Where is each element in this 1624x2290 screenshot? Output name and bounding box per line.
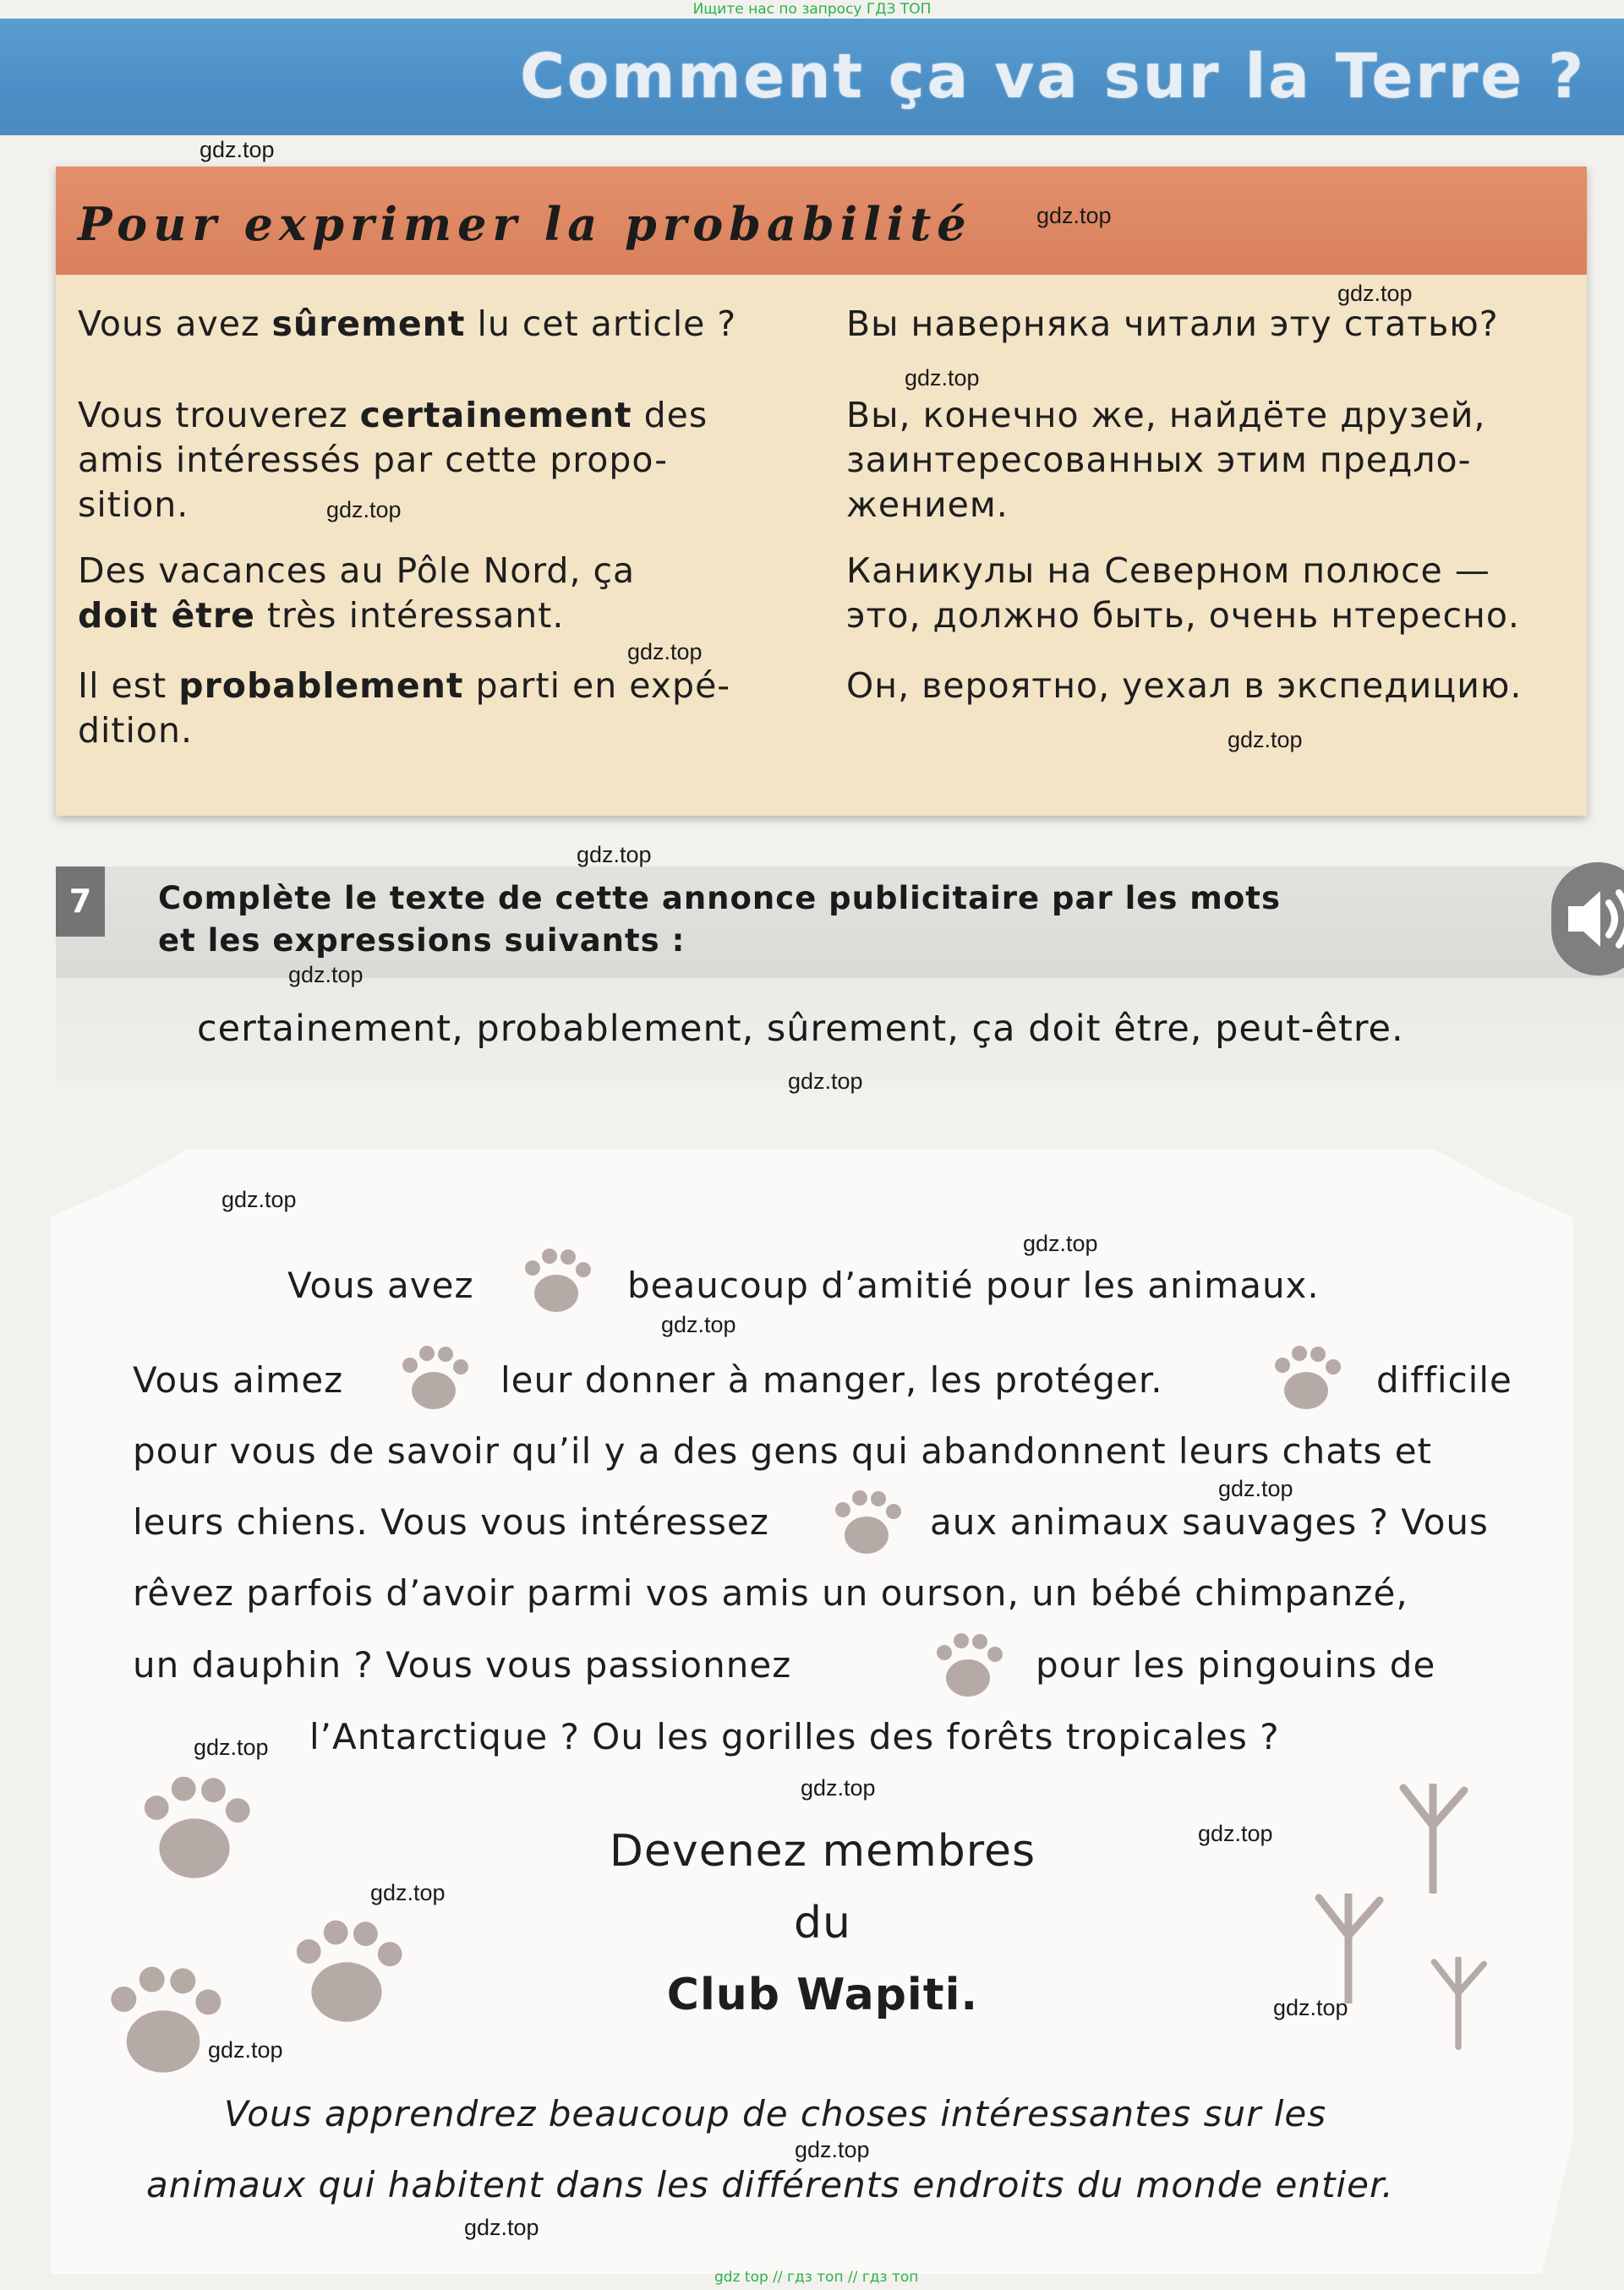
paw-print-icon	[387, 1340, 480, 1416]
watermark: gdz.top	[200, 137, 275, 162]
watermark: gdz.top	[577, 842, 652, 867]
page-header-title: Comment ça va sur la Terre ?	[520, 41, 1586, 112]
watermark: gdz.top	[1337, 281, 1413, 306]
watermark: gdz.top	[1228, 727, 1303, 752]
probability-box-title: Pour exprimer la probabilité	[78, 197, 972, 251]
ad-line-2a: Vous aimez	[133, 1359, 344, 1401]
fr-sentence-2: Vous trouverez certainement des amis intéressés par cette propo- sition.	[78, 395, 708, 525]
watermark: gdz.top	[1273, 1995, 1348, 2020]
probability-box	[56, 167, 1587, 816]
watermark: gdz.top	[288, 962, 364, 987]
ru-sentence-1: Вы наверняка читали эту статью?	[846, 303, 1499, 344]
watermark: gdz.top	[1198, 1821, 1273, 1846]
watermark: gdz.top	[1023, 1231, 1098, 1256]
ad-line-1a: Vous avez	[287, 1265, 474, 1306]
paw-print-icon	[279, 1910, 414, 2033]
watermark: gdz.top	[1218, 1476, 1293, 1501]
club-line-2: du	[794, 1898, 851, 1948]
paw-print-icon	[921, 1627, 1014, 1703]
ad-line-5: rêvez parfois d’avoir parmi vos amis un ourson, un bébé chimpanzé,	[133, 1572, 1408, 1614]
ad-line-6b: pour les pingouins de	[1036, 1644, 1436, 1686]
paw-print-icon	[820, 1484, 913, 1560]
watermark: gdz.top	[208, 2037, 283, 2063]
ad-line-7: l’Antarctique ? Ou les gorilles des forêts tropicales ?	[309, 1716, 1280, 1757]
watermark: gdz.top	[326, 497, 402, 522]
paw-print-icon	[514, 1243, 599, 1319]
site-notice: Ищите нас по запросу ГДЗ ТОП	[692, 1, 932, 18]
word-bank: certainement, probablement, sûrement, ça doit être, peut-être.	[197, 1008, 1404, 1050]
speaker-icon	[1551, 862, 1624, 976]
watermark: gdz.top	[788, 1068, 863, 1094]
watermark: gdz.top	[1036, 203, 1112, 228]
paw-print-icon	[91, 1957, 235, 2084]
bird-track-icon	[1302, 1894, 1395, 2003]
fr-sentence-3: Des vacances au Pôle Nord, ça doit être très intéressant.	[78, 550, 636, 636]
exercise-number: 7	[56, 866, 105, 937]
ad-line-2c: difficile	[1376, 1359, 1512, 1401]
watermark: gdz.top	[801, 1775, 876, 1801]
watermark: gdz.top	[661, 1312, 736, 1337]
ad-line-4a: leurs chiens. Vous vous intéressez	[133, 1501, 769, 1543]
watermark: gdz.top	[795, 2137, 870, 2162]
ad-italic-line-2: animaux qui habitent dans les différents endroits du monde entier.	[146, 2164, 1394, 2205]
ad-line-1b: beaucoup d’amitié pour les animaux.	[627, 1265, 1320, 1306]
ad-line-3: pour vous de savoir qu’il y a des gens qui abandonnent leurs chats et	[133, 1430, 1433, 1472]
ad-line-4b: aux animaux sauvages ? Vous	[930, 1501, 1489, 1543]
club-line-1: Devenez membres	[609, 1826, 1036, 1877]
bottom-notice: gdz top // гдз топ // гдз топ	[714, 2269, 919, 2286]
ru-sentence-4: Он, вероятно, уехал в экспедицию.	[846, 665, 1523, 706]
club-name: Club Wapiti.	[666, 1970, 979, 2020]
ad-line-6a: un dauphin ? Vous vous passionnez	[133, 1644, 792, 1686]
ad-italic-line-1: Vous apprendrez beaucoup de choses intéressantes sur les	[224, 2093, 1327, 2134]
bird-track-icon	[1386, 1784, 1479, 1894]
fr-sentence-4: Il est probablement parti en expé- dition.	[78, 665, 731, 751]
paw-print-icon	[127, 1767, 262, 1889]
ru-sentence-3: Каникулы на Северном полюсе — это, должно быть, очень нтересно.	[846, 550, 1520, 636]
watermark: gdz.top	[194, 1735, 269, 1760]
watermark: gdz.top	[370, 1880, 446, 1905]
ru-sentence-2: Вы, конечно же, найдёте друзей, заинтересованных этим предло- жением.	[846, 395, 1486, 525]
watermark: gdz.top	[627, 639, 703, 664]
fr-sentence-1: Vous avez sûrement lu cet article ?	[78, 303, 737, 344]
watermark: gdz.top	[221, 1187, 297, 1212]
paw-print-icon	[1260, 1340, 1353, 1416]
bird-track-icon	[1420, 1957, 1496, 2050]
ad-line-2b: leur donner à manger, les protéger.	[500, 1359, 1163, 1401]
watermark: gdz.top	[464, 2215, 539, 2240]
audio-button[interactable]	[1551, 862, 1624, 976]
watermark: gdz.top	[905, 365, 980, 391]
exercise-instruction: Complète le texte de cette annonce publicitaire par les mots et les expressions suivants :	[158, 880, 1281, 959]
